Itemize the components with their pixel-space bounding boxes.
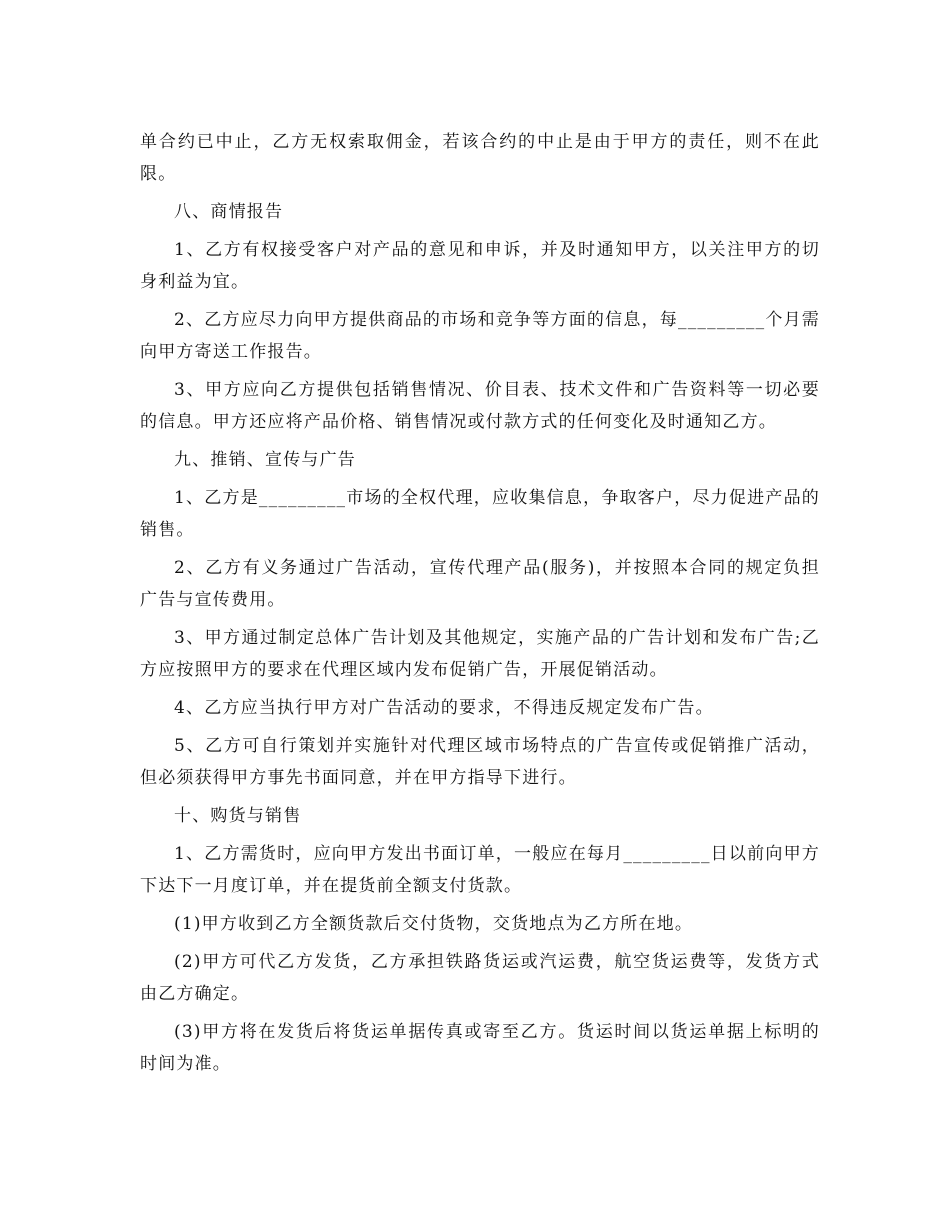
- paragraph-promotion-item-2: 2、乙方有义务通过广告活动，宣传代理产品(服务)，并按照本合同的规定负担广告与宣传费用。: [140, 558, 820, 610]
- paragraph-report-item-2: 2、乙方应尽力向甲方提供商品的市场和竞争等方面的信息，每_________个月需向甲方寄送工作报告。: [140, 310, 820, 362]
- section-heading-purchase-sales: 十、购货与销售: [174, 806, 302, 826]
- paragraph-report-item-1: 1、乙方有权接受客户对产品的意见和申诉，并及时通知甲方，以关注甲方的切身利益为宜。: [140, 240, 820, 292]
- paragraph-promotion-item-3: 3、甲方通过制定总体广告计划及其他规定，实施产品的广告计划和发布广告;乙方应按照甲方的要求在代理区域内发布促销广告，开展促销活动。: [140, 628, 820, 680]
- paragraph-promotion-item-4: 4、乙方应当执行甲方对广告活动的要求，不得违反规定发布广告。: [174, 698, 714, 718]
- paragraph-contract-termination-continued: 单合约已中止，乙方无权索取佣金，若该合约的中止是由于甲方的责任，则不在此限。: [140, 132, 820, 184]
- paragraph-purchase-item-1: 1、乙方需货时，应向甲方发出书面订单，一般应在每月_________日以前向甲方下达下一月度订单，并在提货前全额支付货款。: [140, 844, 820, 896]
- paragraph-promotion-item-1: 1、乙方是_________市场的全权代理，应收集信息，争取客户，尽力促进产品的销售。: [140, 488, 820, 540]
- document-body: [140, 126, 820, 1086]
- paragraph-purchase-subitem-2: (2)甲方可代乙方发货，乙方承担铁路货运或汽运费，航空货运费等，发货方式由乙方确定。: [140, 952, 820, 1004]
- section-heading-promotion-advertising: 九、推销、宣传与广告: [174, 450, 356, 470]
- paragraph-promotion-item-5: 5、乙方可自行策划并实施针对代理区域市场特点的广告宣传或促销推广活动，但必须获得甲方事先书面同意，并在甲方指导下进行。: [140, 736, 820, 788]
- section-heading-business-report: 八、商情报告: [174, 202, 284, 222]
- paragraph-purchase-subitem-1: (1)甲方收到乙方全额货款后交付货物，交货地点为乙方所在地。: [174, 914, 694, 934]
- paragraph-purchase-subitem-3: (3)甲方将在发货后将货运单据传真或寄至乙方。货运时间以货运单据上标明的时间为准。: [140, 1022, 820, 1074]
- paragraph-report-item-3: 3、甲方应向乙方提供包括销售情况、价目表、技术文件和广告资料等一切必要的信息。甲方还应将产品价格、销售情况或付款方式的任何变化及时通知乙方。: [140, 380, 820, 432]
